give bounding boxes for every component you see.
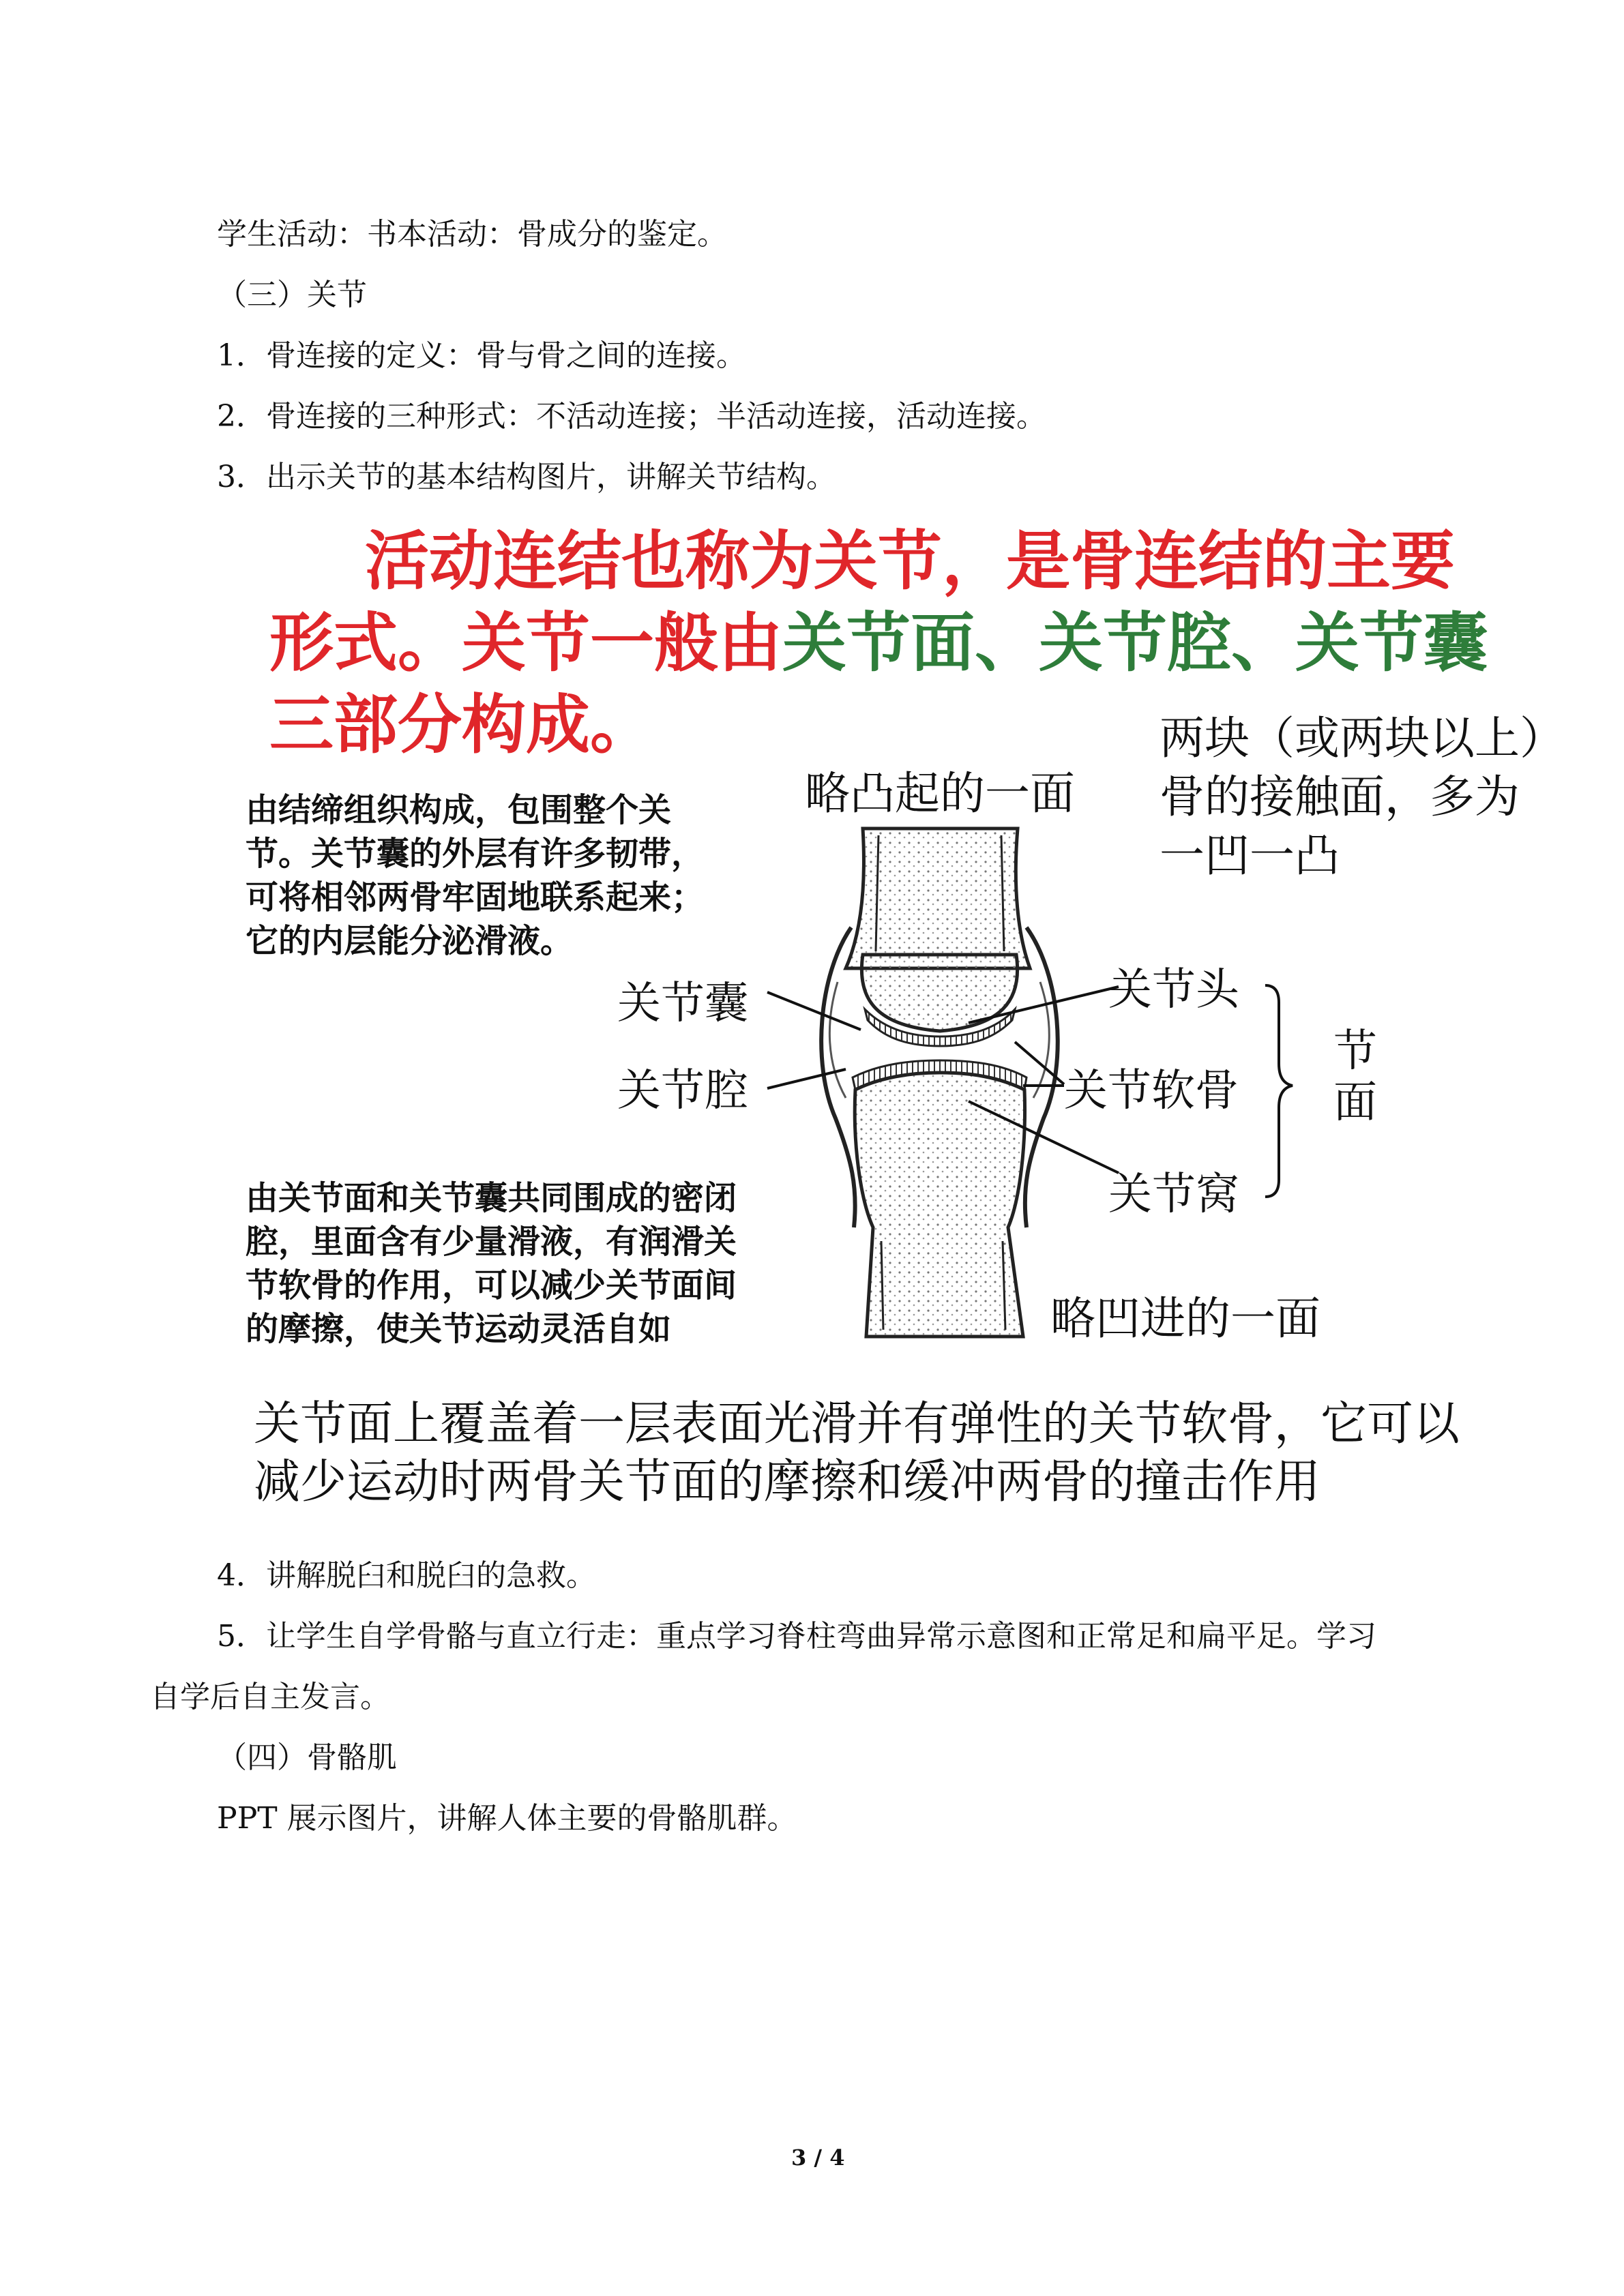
paragraph-self-study: 5．让学生自学骨骼与直立行走：重点学习脊柱弯曲异常示意图和正常足和扁平足。学习 <box>217 1619 1376 1654</box>
concave-surface-label: 略凹进的一面 <box>1050 1292 1320 1345</box>
cartilage-summary-line1: 关节面上覆盖着一层表面光滑并有弹性的关节软骨，它可以 <box>254 1397 1460 1451</box>
paragraph-ppt: PPT 展示图片，讲解人体主要的骨骼肌群。 <box>217 1801 797 1836</box>
surface-brace <box>1265 985 1293 1197</box>
cavity-note-line: 由关节面和关节囊共同围成的密闭 <box>246 1179 737 1217</box>
label-surface-bottom: 面 <box>1333 1077 1377 1128</box>
cartilage-summary-line2: 减少运动时两骨关节面的摩擦和缓冲两骨的撞击作用 <box>254 1455 1321 1509</box>
surface-note-line: 骨的接触面，多为 <box>1160 771 1520 823</box>
capsule-inner-line <box>1033 982 1049 1098</box>
label-articular-cartilage: 关节软骨 <box>1064 1066 1239 1116</box>
paragraph-definition: 1．骨连接的定义：骨与骨之间的连接。 <box>217 338 746 373</box>
label-joint-head: 关节头 <box>1108 965 1239 1015</box>
capsule-note-line: 它的内层能分泌滑液。 <box>246 922 574 960</box>
label-surface-top: 节 <box>1333 1026 1377 1077</box>
lower-bone <box>855 1073 1024 1337</box>
slide-title-line2-red: 形式。关节一般由 <box>269 606 783 681</box>
label-joint-capsule: 关节囊 <box>617 979 748 1029</box>
cavity-note-line: 节软骨的作用，可以减少关节面间 <box>246 1266 737 1304</box>
paragraph-dislocation: 4．讲解脱臼和脱臼的急救。 <box>217 1558 596 1593</box>
label-joint-socket: 关节窝 <box>1108 1169 1239 1220</box>
cavity-note-line: 腔，里面含有少量滑液，有润滑关 <box>246 1223 737 1261</box>
section-heading-skeletal-muscle: （四）骨骼肌 <box>217 1740 397 1775</box>
section-heading-joint: （三）关节 <box>217 278 367 312</box>
page-number: 3 / 4 <box>791 2145 845 2171</box>
surface-note-line: 两块（或两块以上） <box>1160 712 1565 764</box>
capsule-right-outline <box>1025 927 1058 1227</box>
slide-title-line3: 三部分构成。 <box>269 688 655 762</box>
slide-title-line1: 活动连结也称为关节，是骨连结的主要 <box>365 524 1456 599</box>
leader-cavity <box>767 1069 846 1088</box>
leader-capsule <box>767 992 861 1030</box>
paragraph-structure: 3．出示关节的基本结构图片，讲解关节结构。 <box>217 460 836 494</box>
capsule-inner-line <box>829 982 846 1098</box>
paragraph-forms: 2．骨连接的三种形式：不活动连接；半活动连接，活动连接。 <box>217 399 1046 434</box>
label-joint-cavity: 关节腔 <box>617 1066 748 1116</box>
surface-note-line: 一凹一凸 <box>1160 829 1340 882</box>
capsule-left-outline <box>821 927 855 1227</box>
joint-head <box>861 955 1017 1031</box>
convex-surface-label: 略凸起的一面 <box>805 767 1075 820</box>
slide-title-line2-green: 关节面、关节腔、关节囊 <box>782 606 1488 681</box>
paragraph-activity: 学生活动：书本活动：骨成分的鉴定。 <box>217 217 727 252</box>
capsule-note-line: 可将相邻两骨牢固地联系起来； <box>246 878 705 916</box>
cavity-note-line: 的摩擦，使关节运动灵活自如 <box>246 1310 672 1348</box>
capsule-note-line: 由结缔组织构成，包围整个关 <box>246 791 672 829</box>
paragraph-self-study-continued: 自学后自主发言。 <box>150 1680 390 1714</box>
capsule-note-line: 节。关节囊的外层有许多韧带， <box>246 835 705 873</box>
